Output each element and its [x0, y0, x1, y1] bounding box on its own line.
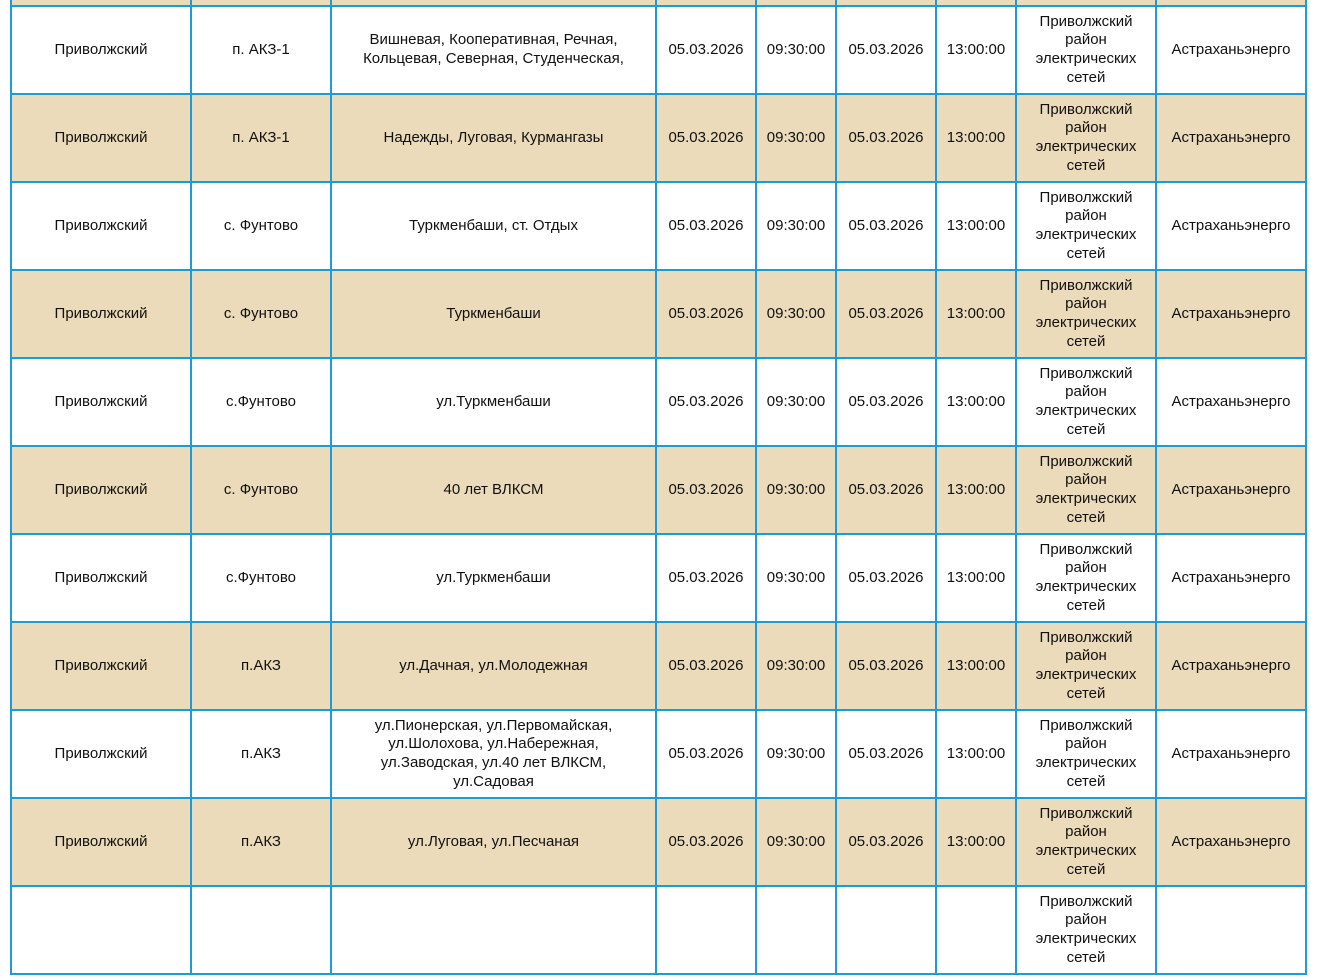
cell-organization: Астраханьэнерго	[1156, 534, 1306, 622]
cell-end_date: 05.03.2026	[836, 6, 936, 94]
cell-district: Приволжский	[11, 534, 191, 622]
cell-end_date: 05.03.2026	[836, 358, 936, 446]
cell-start_time: 09:30:00	[756, 358, 836, 446]
cell-start_time: 09:30:00	[756, 182, 836, 270]
cell-subdivision: Приволжский район электрических сетей	[1016, 446, 1156, 534]
cell-subdivision: Приволжский район электрических сетей	[1016, 886, 1156, 974]
cell-end_time: 13:00:00	[936, 710, 1016, 798]
cell-organization: Астраханьэнерго	[1156, 358, 1306, 446]
cell-settlement: с. Фунтово	[191, 270, 331, 358]
cell-district: Приволжский	[11, 182, 191, 270]
cell-start_time: 09:30:00	[756, 270, 836, 358]
cell-organization: Астраханьэнерго	[1156, 622, 1306, 710]
cell-end_date: 05.03.2026	[836, 534, 936, 622]
cell-subdivision: Приволжский район электрических сетей	[1016, 94, 1156, 182]
cell-start_date: 05.03.2026	[656, 710, 756, 798]
cell-streets: ул.Туркменбаши	[331, 534, 656, 622]
cell-start_time: 09:30:00	[756, 534, 836, 622]
table-row-partial-bottom	[11, 886, 1306, 974]
cell-start_time: 09:30:00	[756, 446, 836, 534]
cell-start_date: 05.03.2026	[656, 534, 756, 622]
cell-start_time: 09:30:00	[756, 798, 836, 886]
cell-subdivision: Приволжский район электрических сетей	[1016, 182, 1156, 270]
cell-end_time: 13:00:00	[936, 358, 1016, 446]
cell-organization: Астраханьэнерго	[1156, 270, 1306, 358]
table-row	[11, 446, 1306, 534]
cell-start_date: 05.03.2026	[656, 622, 756, 710]
cell-district: Приволжский	[11, 6, 191, 94]
cell-organization: Астраханьэнерго	[1156, 798, 1306, 886]
table-row	[11, 622, 1306, 710]
cell-settlement: с.Фунтово	[191, 534, 331, 622]
cell-organization: Астраханьэнерго	[1156, 94, 1306, 182]
cell-subdivision: Приволжский район электрических сетей	[1016, 270, 1156, 358]
cell-start_time: 09:30:00	[756, 710, 836, 798]
table-row	[11, 270, 1306, 358]
outage-table	[10, 0, 1307, 975]
cell-organization: Астраханьэнерго	[1156, 446, 1306, 534]
cell-district: Приволжский	[11, 446, 191, 534]
cell-start_date: 05.03.2026	[656, 798, 756, 886]
cell-streets: 40 лет ВЛКСМ	[331, 446, 656, 534]
table-row	[11, 94, 1306, 182]
cell-start_date	[656, 886, 756, 974]
cell-settlement: с. Фунтово	[191, 182, 331, 270]
cell-district: Приволжский	[11, 622, 191, 710]
cell-subdivision: Приволжский район электрических сетей	[1016, 534, 1156, 622]
cell-district: Приволжский	[11, 358, 191, 446]
cell-subdivision: Приволжский район электрических сетей	[1016, 358, 1156, 446]
cell-district: Приволжский	[11, 710, 191, 798]
cell-settlement	[191, 886, 331, 974]
cell-start_time: 09:30:00	[756, 622, 836, 710]
cell-end_time: 13:00:00	[936, 270, 1016, 358]
cell-organization: Астраханьэнерго	[1156, 182, 1306, 270]
cell-organization	[1156, 886, 1306, 974]
cell-start_date: 05.03.2026	[656, 270, 756, 358]
cell-end_time: 13:00:00	[936, 622, 1016, 710]
cell-settlement: п. АКЗ-1	[191, 6, 331, 94]
table-row	[11, 358, 1306, 446]
cell-end_date: 05.03.2026	[836, 622, 936, 710]
cell-subdivision: Приволжский район электрических сетей	[1016, 798, 1156, 886]
cell-settlement: п.АКЗ	[191, 798, 331, 886]
cell-end_time: 13:00:00	[936, 94, 1016, 182]
cell-start_date: 05.03.2026	[656, 446, 756, 534]
cell-streets	[331, 886, 656, 974]
cell-organization: Астраханьэнерго	[1156, 710, 1306, 798]
cell-district	[11, 886, 191, 974]
cell-settlement: с.Фунтово	[191, 358, 331, 446]
cell-organization: Астраханьэнерго	[1156, 6, 1306, 94]
cell-end_time: 13:00:00	[936, 182, 1016, 270]
table-row	[11, 6, 1306, 94]
cell-start_date: 05.03.2026	[656, 182, 756, 270]
cell-end_time: 13:00:00	[936, 534, 1016, 622]
cell-streets: ул.Дачная, ул.Молодежная	[331, 622, 656, 710]
cell-start_time: 09:30:00	[756, 6, 836, 94]
cell-start_time	[756, 886, 836, 974]
cell-district: Приволжский	[11, 94, 191, 182]
cell-streets: Туркменбаши, ст. Отдых	[331, 182, 656, 270]
cell-streets: Вишневая, Кооперативная, Речная, Кольцевая, Северная, Студенческая,	[331, 6, 656, 94]
cell-end_time: 13:00:00	[936, 6, 1016, 94]
cell-subdivision: Приволжский район электрических сетей	[1016, 710, 1156, 798]
cell-subdivision: Приволжский район электрических сетей	[1016, 6, 1156, 94]
cell-end_time	[936, 886, 1016, 974]
cell-start_time: 09:30:00	[756, 94, 836, 182]
table-row	[11, 798, 1306, 886]
table-row	[11, 710, 1306, 798]
cell-streets: Надежды, Луговая, Курмангазы	[331, 94, 656, 182]
cell-streets: ул.Луговая, ул.Песчаная	[331, 798, 656, 886]
cell-end_date	[836, 886, 936, 974]
cell-end_date: 05.03.2026	[836, 270, 936, 358]
cell-subdivision: Приволжский район электрических сетей	[1016, 622, 1156, 710]
cell-settlement: п. АКЗ-1	[191, 94, 331, 182]
cell-end_time: 13:00:00	[936, 798, 1016, 886]
cell-start_date: 05.03.2026	[656, 94, 756, 182]
cell-district: Приволжский	[11, 270, 191, 358]
cell-streets: ул.Пионерская, ул.Первомайская, ул.Шолохова, ул.Набережная, ул.Заводская, ул.40 лет ВЛКСМ, ул.Садовая	[331, 710, 656, 798]
cell-start_date: 05.03.2026	[656, 6, 756, 94]
cell-district: Приволжский	[11, 798, 191, 886]
cell-end_time: 13:00:00	[936, 446, 1016, 534]
cell-settlement: с. Фунтово	[191, 446, 331, 534]
cell-end_date: 05.03.2026	[836, 798, 936, 886]
cell-end_date: 05.03.2026	[836, 182, 936, 270]
cell-streets: ул.Туркменбаши	[331, 358, 656, 446]
table-row	[11, 534, 1306, 622]
cell-start_date: 05.03.2026	[656, 358, 756, 446]
table-row	[11, 182, 1306, 270]
cell-streets: Туркменбаши	[331, 270, 656, 358]
cell-end_date: 05.03.2026	[836, 94, 936, 182]
cell-end_date: 05.03.2026	[836, 710, 936, 798]
cell-settlement: п.АКЗ	[191, 710, 331, 798]
cell-end_date: 05.03.2026	[836, 446, 936, 534]
cell-settlement: п.АКЗ	[191, 622, 331, 710]
